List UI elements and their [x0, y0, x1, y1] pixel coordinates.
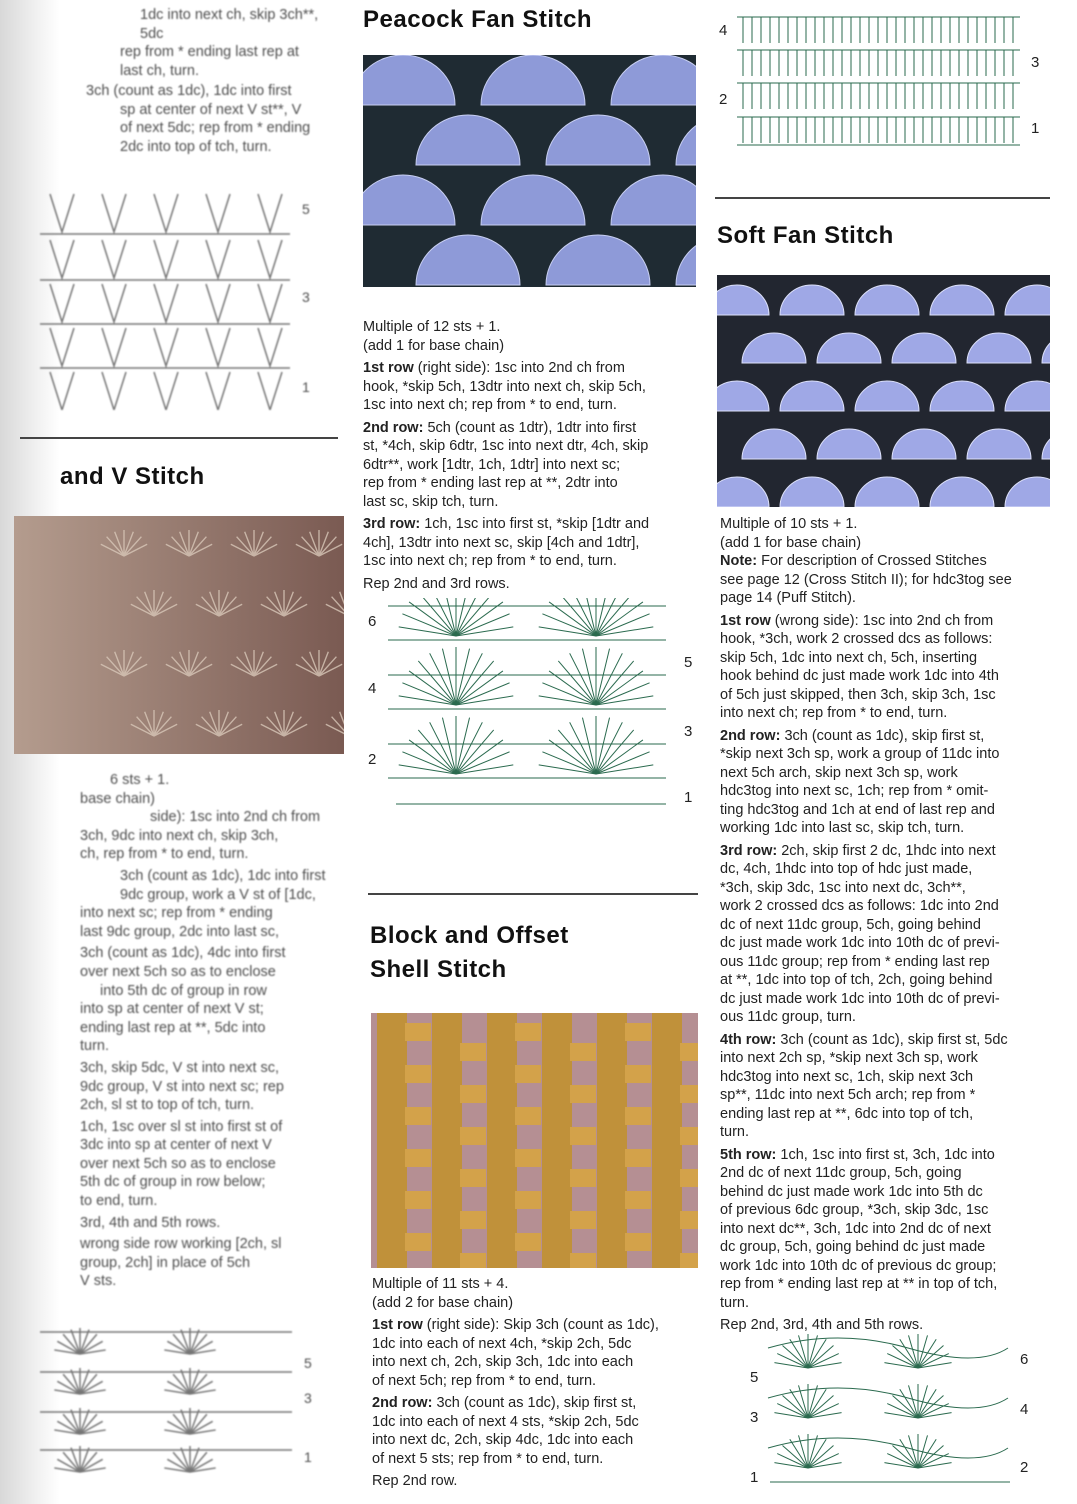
row-number: 6 [1020, 1351, 1029, 1368]
v-stitch [206, 284, 230, 322]
swatch-shell [515, 1233, 541, 1251]
v-stitch [50, 372, 74, 410]
row-number: 3 [302, 289, 310, 305]
fan-stitch [808, 1435, 817, 1468]
text-line: work 2 crossed dcs as follows: 1dc into 2nd [720, 898, 999, 914]
text-line: 6dtr**, work [1dtr, 1ch, 1dtr] into next sc; [363, 456, 621, 473]
swatch-shell [460, 1127, 486, 1145]
v-stitch [50, 194, 74, 232]
text-line: turn. [720, 1294, 750, 1311]
v-stitch [258, 240, 282, 278]
text-line: into next sc; rep from * ending [80, 905, 273, 922]
soft-fan-diagram [748, 1330, 1048, 1490]
text-line: wrong side row working [2ch, sl [80, 1236, 282, 1253]
text-line: 9dc group, V st into next sc; rep [80, 1078, 284, 1095]
text-line: group, 2ch] in place of 5ch [80, 1254, 251, 1271]
swatch-shell [680, 1127, 698, 1145]
fan-stitch [399, 765, 456, 774]
swatch-shell [570, 1127, 596, 1145]
text-line: of next 5ch; rep from * to end, turn. [372, 1372, 597, 1389]
multiple-text: Multiple of 12 sts + 1. [363, 319, 501, 335]
text-line: of next 5 sts; rep from * to end, turn. [372, 1450, 604, 1467]
text-line: into next ch, 2ch, skip 3ch, 1dc into each [372, 1354, 634, 1370]
swatch-block [652, 1013, 682, 1268]
swatch-shell [570, 1253, 596, 1268]
text-line: behind dc just made work 1dc into 5th dc [720, 1183, 983, 1200]
row-instruction [720, 727, 1060, 746]
v-stitch [154, 194, 178, 232]
text-line: V sts. [80, 1273, 117, 1290]
text-line: next 5ch arch, skip next 3ch sp, work [720, 764, 958, 781]
v-stitch [50, 240, 74, 278]
repeat-text: Rep 2nd, 3rd, 4th and 5th rows. [720, 1317, 924, 1333]
left-top-text [20, 6, 345, 156]
swatch-shell [515, 1065, 541, 1083]
text-line: into sp at center of next V st; [80, 1001, 264, 1018]
swatch-shell [680, 1043, 698, 1061]
text-line: 1dc into each of next 4ch, *skip 2ch, 5dc [372, 1335, 632, 1352]
fan-stitch [582, 598, 596, 636]
fan-stitch [456, 598, 494, 636]
text-line: *skip next 3ch sp, work a group of 11dc into [720, 746, 1000, 762]
block-shell-swatch [371, 1013, 698, 1268]
text-line: 3ch, skip 5dc, V st into next sc, [80, 1059, 280, 1076]
v-stitch [206, 328, 230, 366]
row-label: 2nd row: [372, 1395, 433, 1411]
text-line: ending last rep at **, 6dc into top of tch, [720, 1105, 974, 1122]
row-text: 5ch (count as 1dtr), 1dtr into first [423, 419, 637, 436]
fan-stitch [418, 598, 456, 636]
text-line: dc just made work 1dc into 10th dc of previ- [720, 990, 1000, 1007]
text-line: at **, 1dc into top of tch, 2ch, going behind [720, 972, 993, 988]
fan-stitch [539, 765, 596, 774]
base-chain-text: (add 1 for base chain) [720, 534, 862, 551]
swatch-shell [680, 1253, 698, 1268]
text-line: 9dc group, work a V st of [1dc, [120, 886, 316, 903]
text-line: page 14 (Puff Stitch). [720, 590, 856, 606]
v-stitch [50, 284, 74, 322]
row-instruction [372, 1316, 712, 1335]
row-text: (right side): 1sc into 2nd ch from [413, 360, 625, 376]
swatch-shell [460, 1211, 486, 1229]
v-stitch-diagram-top [30, 180, 330, 410]
v-stitch-instructions [20, 771, 345, 1291]
swatch-shell [460, 1085, 486, 1103]
v-stitch [154, 284, 178, 322]
swatch-block [542, 1013, 572, 1268]
text-line: skip 5ch, 1dc into next ch, 5ch, inserting [720, 649, 978, 666]
fan-stitch [456, 765, 513, 774]
row-number: 1 [302, 379, 310, 395]
fan-stitch [558, 598, 596, 636]
v-stitch [102, 284, 126, 322]
text-line: 1dc into next ch, skip 3ch**, 5dc [140, 7, 319, 42]
swatch-shell [625, 1149, 651, 1167]
block-title-line1: Block and Offset [370, 922, 569, 949]
row-number: 1 [684, 789, 693, 806]
text-line: 6 sts + 1. [110, 772, 170, 788]
fan-stitch [456, 696, 513, 705]
fan-stitch [808, 1335, 817, 1368]
swatch-shell [405, 1191, 431, 1209]
peacock-title: Peacock Fan Stitch [363, 6, 593, 33]
text-line: to end, turn. [80, 1193, 158, 1210]
text-line: 3ch, 9dc into next ch, skip 3ch, [80, 827, 279, 844]
row-number: 1 [304, 1449, 312, 1465]
text-line: 3ch (count as 1dc), 1dc into first [86, 83, 292, 99]
row-number: 3 [684, 723, 693, 740]
text-line: side): 1sc into 2nd ch from [150, 809, 321, 826]
swatch-shell [625, 1107, 651, 1125]
swatch-shell [515, 1191, 541, 1209]
swatch-block [597, 1013, 627, 1268]
v-stitch-title: and V Stitch [60, 463, 205, 490]
soft-fan-title: Soft Fan Stitch [717, 222, 894, 249]
text-line: into 5th dc of group in row [100, 982, 267, 999]
row-number: 5 [750, 1369, 759, 1386]
text-line: 1sc into next ch; rep from * to end, turn. [363, 397, 617, 413]
text-line: 1ch, 1sc over sl st into first st of [80, 1118, 283, 1135]
v-stitch [154, 328, 178, 366]
row-instruction [720, 612, 1060, 631]
row-label: 2nd row: [363, 419, 424, 436]
fan-stitch [539, 627, 596, 636]
note-text: For description of Crossed Stitches [757, 553, 987, 569]
row-label: 3rd row: [720, 842, 778, 859]
row-number: 3 [304, 1390, 312, 1406]
swatch-shell [405, 1107, 431, 1125]
row-instruction [363, 419, 703, 438]
swatch-block [487, 1013, 517, 1268]
text-line: 3dc into sp at center of next V [80, 1137, 272, 1154]
row-number: 2 [368, 751, 377, 768]
text-line: last sc, skip tch, turn. [363, 493, 499, 510]
row-number: 1 [750, 1469, 759, 1486]
v-stitch [258, 194, 282, 232]
fan-stitch [456, 598, 470, 636]
text-line: 4ch], 13dtr into next sc, skip [4ch and 1dtr], [363, 534, 640, 551]
fan-stitch [399, 696, 456, 705]
section-divider [715, 197, 1050, 199]
v-stitch [206, 240, 230, 278]
text-line: sp at center of next V st**, V [120, 101, 302, 118]
fan-stitch [596, 598, 634, 636]
row-number: 4 [719, 22, 728, 39]
swatch-shell [460, 1043, 486, 1061]
text-line: 2nd dc of next 11dc group, 5ch, going [720, 1165, 962, 1181]
text-line: *3ch, skip 3dc, 1sc into next dc, 3ch**, [720, 879, 966, 896]
fan-stitch [596, 765, 653, 774]
text-line: rep from * ending last rep at [120, 44, 299, 60]
text-line: see page 12 (Cross Stitch II); for hdc3tog see [720, 571, 1012, 588]
swatch-shell [680, 1085, 698, 1103]
text-line: ch, rep from * to end, turn. [80, 846, 249, 863]
row-text: 2ch, skip first 2 dc, 1hdc into next [777, 842, 996, 859]
row-instruction [720, 1031, 1060, 1050]
text-line: over next 5ch so as to enclose [80, 963, 276, 980]
text-line: ous 11dc group, turn. [720, 1009, 856, 1025]
swatch-shell [460, 1169, 486, 1187]
v-stitch [102, 372, 126, 410]
fan-stitch [539, 696, 596, 705]
note-label: Note: [720, 553, 758, 569]
base-chain-text: (add 1 for base chain) [363, 337, 505, 354]
section-divider [20, 437, 338, 439]
text-line: 5th dc of group in row below; [80, 1174, 266, 1191]
row-instruction [372, 1394, 712, 1413]
fan-stitch [399, 627, 456, 636]
row-number: 4 [368, 680, 377, 697]
v-stitch [50, 328, 74, 366]
row-text: 1ch, 1sc into first st, 3ch, 1dc into [776, 1146, 995, 1163]
text-line: dc group, 5ch, going behind dc just made [720, 1239, 986, 1255]
top-right-diagram [715, 5, 1055, 155]
v-stitch-swatch [14, 516, 344, 754]
swatch-shell [515, 1107, 541, 1125]
text-line: 1sc into next ch; rep from * to end, turn. [363, 553, 617, 569]
v-stitch [258, 372, 282, 410]
row-number: 2 [719, 91, 728, 108]
swatch-shell [625, 1191, 651, 1209]
row-number: 6 [368, 613, 377, 630]
multiple-text: Multiple of 10 sts + 1. [720, 516, 858, 532]
v-stitch [154, 372, 178, 410]
row-instruction [720, 842, 1060, 861]
swatch-shell [515, 1023, 541, 1041]
row-label: 3rd row: [363, 516, 421, 532]
row-text: 3ch (count as 1dc), skip first st, [780, 727, 985, 744]
text-line: sp**, 11dc into next 5ch arch; rep from * [720, 1087, 976, 1103]
v-stitch-diagram-bottom [30, 1310, 330, 1485]
row-label: 2nd row: [720, 727, 781, 744]
text-line: last 9dc group, 2dc into last sc, [80, 923, 280, 940]
row-label: 5th row: [720, 1146, 777, 1163]
v-stitch [102, 328, 126, 366]
row-text: 3ch (count as 1dc), skip first st, 5dc [776, 1031, 1008, 1048]
fan-stitch [909, 1385, 918, 1418]
text-line: over next 5ch so as to enclose [80, 1155, 276, 1172]
text-line: 3rd, 4th and 5th rows. [80, 1214, 221, 1231]
peacock-diagram [366, 598, 696, 813]
text-line: 3ch (count as 1dc), 4dc into first [80, 945, 286, 962]
text-line: ting hdc3tog and 1ch at end of last rep and [720, 801, 995, 818]
text-line: into next dc**, 3ch, 1dc into 2nd dc of next [720, 1220, 991, 1237]
row-instruction [720, 1146, 1060, 1165]
swatch-block [432, 1013, 462, 1268]
row-instruction [363, 515, 703, 534]
row-text: 1ch, 1sc into first st, *skip [1dtr and [420, 516, 650, 532]
section-divider [368, 893, 698, 895]
text-line: turn. [80, 1038, 110, 1055]
row-text: 3ch (count as 1dc), skip first st, [432, 1395, 637, 1411]
fan-stitch [456, 627, 513, 636]
base-chain-text: (add 2 for base chain) [372, 1294, 514, 1311]
text-line: rep from * ending last rep at **, 2dtr into [363, 475, 618, 491]
block-instructions [372, 1275, 712, 1491]
swatch-block [377, 1013, 407, 1268]
text-line: dc just made work 1dc into 10th dc of previ- [720, 935, 1000, 951]
row-instruction [363, 359, 703, 378]
row-number: 5 [302, 201, 310, 217]
row-number: 1 [1031, 120, 1040, 137]
text-line: of next 5dc; rep from * ending [120, 120, 311, 136]
text-line: of previous 6dc group, *3ch, skip 3dc, 1sc [720, 1202, 989, 1218]
fan-stitch [596, 627, 653, 636]
row-text: (wrong side): 1sc into 2nd ch from [770, 612, 994, 629]
text-line: hook behind dc just made work 1dc into 4th [720, 668, 999, 684]
row-number: 5 [684, 654, 693, 671]
text-line: dc of next 11dc group, 5ch, going behind [720, 916, 981, 933]
repeat-text: Rep 2nd and 3rd rows. [363, 575, 510, 592]
row-number: 4 [1020, 1401, 1029, 1418]
text-line: dc, 4ch, 1hdc into top of hdc just made, [720, 861, 973, 877]
text-line: st, *4ch, skip 6dtr, 1sc into next dtr, 4ch, skip [363, 438, 649, 454]
swatch-shell [570, 1169, 596, 1187]
text-line: of 5ch just skipped, then 3ch, skip 3ch, 1sc [720, 686, 996, 703]
text-line: 3ch (count as 1dc), 1dc into first [120, 867, 326, 884]
v-stitch [258, 284, 282, 322]
row-label: 1st row [363, 360, 414, 376]
fan-stitch [909, 1335, 918, 1368]
row-number: 5 [304, 1355, 312, 1371]
swatch-shell [625, 1065, 651, 1083]
swatch-shell [460, 1253, 486, 1268]
soft-fan-instructions [720, 515, 1060, 1335]
fan-stitch [596, 696, 653, 705]
text-line: last ch, turn. [120, 62, 199, 79]
text-line: hdc3tog into next sc, 1ch; rep from * omit- [720, 783, 989, 799]
text-line: into next ch; rep from * to end, turn. [720, 705, 948, 721]
swatch-shell [405, 1149, 431, 1167]
repeat-text: Rep 2nd row. [372, 1473, 458, 1489]
text-line: work 1dc into 10th dc of previous dc group; [720, 1257, 997, 1274]
peacock-instructions [363, 318, 703, 593]
swatch-shell [570, 1211, 596, 1229]
v-stitch [102, 240, 126, 278]
swatch-shell [515, 1149, 541, 1167]
text-line: turn. [720, 1124, 750, 1140]
row-label: 1st row [720, 612, 771, 629]
text-line: 1dc into each of next 4 sts, *skip 2ch, 5dc [372, 1413, 639, 1430]
text-line: hdc3tog into next sc, 1ch, skip next 3ch [720, 1068, 974, 1085]
text-line: working 1dc into last sc, skip tch, turn. [720, 820, 965, 836]
row-number: 2 [1020, 1459, 1029, 1476]
row-label: 1st row [372, 1317, 423, 1333]
text-line: into next 2ch sp, *skip next 3ch sp, work [720, 1050, 978, 1066]
row-number: 3 [750, 1409, 759, 1426]
fan-stitch [442, 598, 456, 636]
swatch-shell [405, 1023, 431, 1041]
swatch-shell [680, 1211, 698, 1229]
text-line: base chain) [80, 790, 155, 807]
row-number: 3 [1031, 54, 1040, 71]
multiple-text: Multiple of 11 sts + 4. [372, 1276, 509, 1292]
swatch-shell [625, 1233, 651, 1251]
swatch-shell [570, 1085, 596, 1103]
v-stitch [154, 240, 178, 278]
text-line: ending last rep at **, 5dc into [80, 1019, 266, 1036]
note-line [720, 552, 1060, 571]
soft-fan-swatch [717, 275, 1050, 507]
text-line: hook, *3ch, work 2 crossed dcs as follows: [720, 631, 993, 647]
fan-stitch [909, 1435, 918, 1468]
swatch-shell [405, 1065, 431, 1083]
text-line: hook, *skip 5ch, 13dtr into next ch, skip 5ch, [363, 378, 646, 395]
peacock-swatch [363, 55, 696, 287]
row-text: (right side): Skip 3ch (count as 1dc), [422, 1317, 659, 1333]
text-line: rep from * ending last rep at ** in top of tch, [720, 1276, 998, 1292]
row-label: 4th row: [720, 1031, 777, 1048]
swatch-shell [680, 1169, 698, 1187]
fan-stitch [808, 1385, 817, 1418]
v-stitch [206, 194, 230, 232]
v-stitch [258, 328, 282, 366]
text-line: ous 11dc group; rep from * ending last rep [720, 953, 990, 970]
swatch-shell [405, 1233, 431, 1251]
v-stitch [102, 194, 126, 232]
fan-stitch [596, 598, 610, 636]
block-title-line2: Shell Stitch [370, 956, 507, 983]
text-line: 2dc into top of tch, turn. [120, 138, 272, 155]
text-line: into next dc, 2ch, skip 4dc, 1dc into each [372, 1432, 634, 1448]
swatch-shell [625, 1023, 651, 1041]
text-line: 2ch, sl st to top of tch, turn. [80, 1097, 255, 1114]
swatch-shell [570, 1043, 596, 1061]
v-stitch [206, 372, 230, 410]
